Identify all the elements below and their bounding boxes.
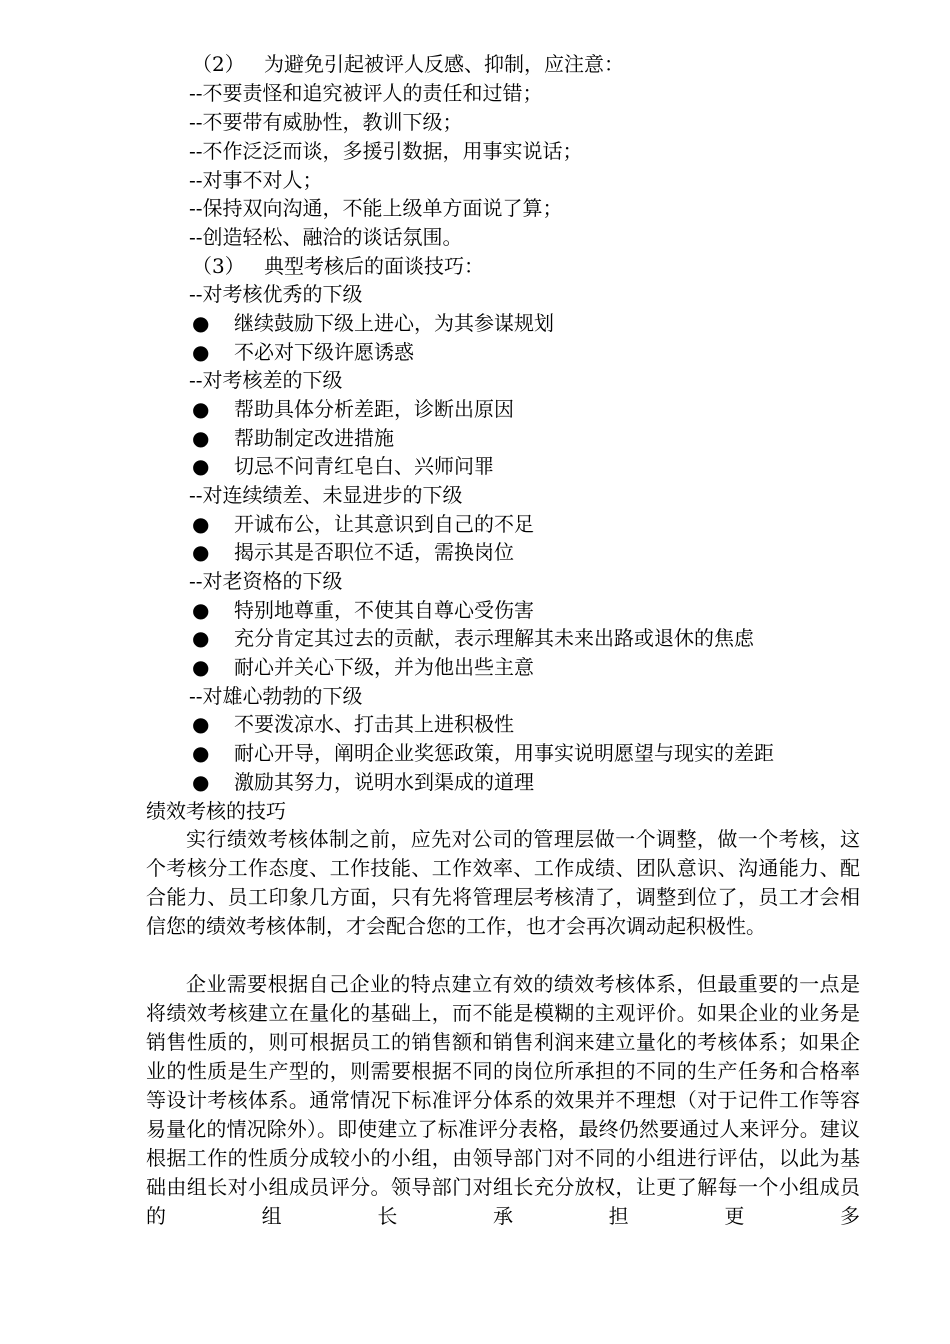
bullet-item: ● 耐心并关心下级，并为他出些主意 <box>192 655 534 679</box>
group-title: --对考核优秀的下级 <box>189 282 363 306</box>
bullet-item: ● 激励其努力，说明水到渠成的道理 <box>192 770 534 794</box>
bullet-icon: ● <box>192 397 210 421</box>
bullet-icon: ● <box>192 340 210 364</box>
bullet-icon: ● <box>192 770 210 794</box>
section-2-heading <box>192 50 624 78</box>
list-item: --对事不对人； <box>189 168 323 192</box>
bullet-icon: ● <box>192 598 210 622</box>
bullet-icon: ● <box>192 512 210 536</box>
bullet-icon: ● <box>192 741 210 765</box>
body-paragraph: 实行绩效考核体制之前，应先对公司的管理层做一个调整，做一个考核，这个考核分工作态度、工作技能、工作效率、工作成绩、团队意识、沟通能力、配合能力、员工印象几方面，只有先将管理层考核清了，调整到位了，员工才会相信您的绩效考核体制，才会配合您的工作，也才会再次调动起积极性。 <box>146 827 860 938</box>
bullet-icon: ● <box>192 626 210 650</box>
bullet-item: ● 特别地尊重，不使其自尊心受伤害 <box>192 598 534 622</box>
group-title: --对雄心勃勃的下级 <box>189 684 363 708</box>
section-title: 典型考核后的面谈技巧： <box>264 254 484 278</box>
section-number: （3） <box>192 254 245 278</box>
bullet-icon: ● <box>192 426 210 450</box>
section-3-heading <box>192 252 484 280</box>
section-number: （2） <box>192 52 245 76</box>
list-item: --保持双向沟通，不能上级单方面说了算； <box>189 196 563 220</box>
bullet-item: ● 继续鼓励下级上进心，为其参谋规划 <box>192 311 554 335</box>
bullet-item: ● 揭示其是否职位不适，需换岗位 <box>192 540 514 564</box>
bullet-icon: ● <box>192 655 210 679</box>
group-title: --对老资格的下级 <box>189 569 343 593</box>
section-title: 为避免引起被评人反感、抑制，应注意： <box>264 52 624 76</box>
list-item: --不作泛泛而谈，多援引数据，用事实说话； <box>189 139 583 163</box>
group-title: --对连续绩差、未显进步的下级 <box>189 483 463 507</box>
bullet-icon: ● <box>192 454 210 478</box>
body-paragraph: 企业需要根据自己企业的特点建立有效的绩效考核体系，但最重要的一点是将绩效考核建立在量化的基础上，而不能是模糊的主观评价。如果企业的业务是销售性质的，则可根据员工的销售额和销售利润来建立量化的考核体系；如果企业的性质是生产型的，则需要根据不同的岗位所承担的不同的生产任务和合格率等设计考核体系。通常情况下标准评分体系的效果并不理想（对于记件工作等容易量化的情况除外）。即使建立了标准评分表格，最终仍然要通过人来评分。建议根据工作的性质分成较小的小组，由领导部门对不同的小组进行评估，以此为基础由组长对小组成员评分。领导部门对组长充分放权，让更了解每一个小组成员的组长承担更多 <box>146 972 860 1228</box>
bullet-item: ● 耐心开导，阐明企业奖惩政策，用事实说明愿望与现实的差距 <box>192 741 774 765</box>
bullet-icon: ● <box>192 311 210 335</box>
list-item: --不要带有威胁性，教训下级； <box>189 110 463 134</box>
bullet-item: ● 开诚布公，让其意识到自己的不足 <box>192 512 534 536</box>
group-title: --对考核差的下级 <box>189 368 343 392</box>
bullet-item: ● 充分肯定其过去的贡献，表示理解其未来出路或退休的焦虑 <box>192 626 754 650</box>
list-item: --创造轻松、融洽的谈话氛围。 <box>189 225 463 249</box>
bullet-item: ● 不必对下级许愿诱惑 <box>192 340 414 364</box>
bullet-item: ● 帮助制定改进措施 <box>192 426 394 450</box>
bullet-icon: ● <box>192 712 210 736</box>
list-item: --不要责怪和追究被评人的责任和过错； <box>189 81 543 105</box>
bullet-item: ● 切忌不问青红皂白、兴师问罪 <box>192 454 494 478</box>
bullet-icon: ● <box>192 540 210 564</box>
bullet-item: ● 帮助具体分析差距，诊断出原因 <box>192 397 514 421</box>
section-heading: 绩效考核的技巧 <box>146 799 286 823</box>
bullet-item: ● 不要泼凉水、打击其上进积极性 <box>192 712 514 736</box>
